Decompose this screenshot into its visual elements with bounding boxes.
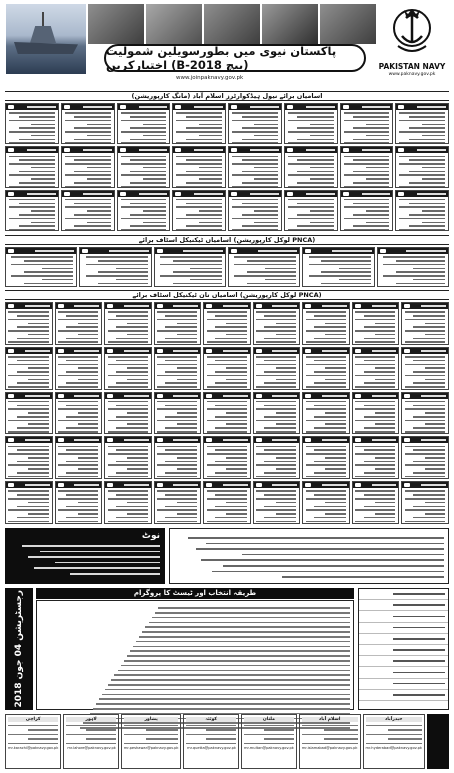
job-number xyxy=(8,483,14,487)
job-title xyxy=(124,305,149,307)
job-number xyxy=(206,438,212,442)
job-number xyxy=(175,192,181,196)
job-title xyxy=(25,395,50,397)
job-card xyxy=(5,347,53,390)
job-title xyxy=(322,350,347,352)
job-number xyxy=(256,438,262,442)
job-card xyxy=(55,436,103,479)
job-number xyxy=(58,349,64,353)
job-card xyxy=(352,481,400,524)
website-link[interactable]: www.joinpaknavy.gov.pk xyxy=(176,75,244,81)
job-card xyxy=(302,481,350,524)
job-card xyxy=(302,247,374,287)
job-title xyxy=(250,106,279,108)
job-number xyxy=(404,349,410,353)
job-title xyxy=(362,106,391,108)
job-card xyxy=(154,481,202,524)
job-title xyxy=(362,193,391,195)
job-title xyxy=(421,305,446,307)
instructions-box xyxy=(169,528,449,584)
job-number xyxy=(107,304,113,308)
job-number xyxy=(107,394,113,398)
job-number xyxy=(355,349,361,353)
job-title xyxy=(272,305,297,307)
center-name: پشاور xyxy=(124,717,179,722)
job-number xyxy=(206,349,212,353)
notice-box xyxy=(5,528,165,584)
job-number xyxy=(287,192,293,196)
job-card xyxy=(203,436,251,479)
center-email[interactable]: mr.peshawar@paknavy.gov.pk xyxy=(123,745,179,750)
job-number xyxy=(355,394,361,398)
job-card xyxy=(340,103,394,144)
procedure-title: طریقہ انتخاب اور ٹیسٹ کا پروگرام xyxy=(36,588,354,599)
job-title xyxy=(322,439,347,441)
job-title xyxy=(25,439,50,441)
warship-photo xyxy=(6,4,86,74)
job-card xyxy=(154,436,202,479)
center-card xyxy=(63,714,119,769)
job-title xyxy=(417,149,446,151)
job-title xyxy=(173,484,198,486)
job-number xyxy=(287,105,293,109)
job-card xyxy=(203,481,251,524)
job-card xyxy=(117,103,171,144)
job-card xyxy=(395,146,449,187)
job-card xyxy=(253,392,301,435)
job-number xyxy=(355,483,361,487)
job-title xyxy=(223,439,248,441)
job-number xyxy=(64,105,70,109)
job-title xyxy=(74,484,99,486)
job-number xyxy=(256,483,262,487)
navy-crest-icon xyxy=(384,6,440,58)
job-card xyxy=(401,436,449,479)
job-number xyxy=(58,304,64,308)
job-title xyxy=(139,106,168,108)
job-number xyxy=(305,438,311,442)
job-card xyxy=(154,247,226,287)
job-number xyxy=(305,394,311,398)
job-title xyxy=(183,250,223,252)
job-card xyxy=(401,302,449,345)
job-number xyxy=(58,438,64,442)
job-number xyxy=(305,249,311,253)
job-card xyxy=(395,190,449,231)
procedure-box xyxy=(36,600,354,710)
job-title xyxy=(322,484,347,486)
step-row xyxy=(359,634,448,645)
job-title xyxy=(83,193,112,195)
job-number xyxy=(404,304,410,308)
center-card xyxy=(183,714,239,769)
job-title xyxy=(417,193,446,195)
job-number xyxy=(305,304,311,308)
job-number xyxy=(8,394,14,398)
job-card xyxy=(61,146,115,187)
job-card xyxy=(228,247,300,287)
job-title xyxy=(322,395,347,397)
job-card xyxy=(302,392,350,435)
job-title xyxy=(173,395,198,397)
job-card xyxy=(55,392,103,435)
job-card xyxy=(172,190,226,231)
job-card xyxy=(55,347,103,390)
job-card xyxy=(5,146,59,187)
job-title xyxy=(223,350,248,352)
staff-photo-strip xyxy=(88,4,376,44)
job-card xyxy=(203,302,251,345)
job-number xyxy=(343,192,349,196)
job-card xyxy=(228,190,282,231)
step-row xyxy=(359,656,448,667)
job-number xyxy=(157,394,163,398)
job-card xyxy=(401,347,449,390)
job-card xyxy=(172,103,226,144)
job-number xyxy=(404,483,410,487)
center-card xyxy=(5,714,61,769)
job-number xyxy=(157,483,163,487)
job-card xyxy=(253,436,301,479)
job-title xyxy=(124,350,149,352)
job-card xyxy=(154,302,202,345)
job-title xyxy=(223,395,248,397)
job-card xyxy=(5,302,53,345)
job-title xyxy=(109,250,149,252)
job-title xyxy=(74,395,99,397)
job-title xyxy=(421,350,446,352)
job-number xyxy=(157,249,163,253)
job-number xyxy=(157,438,163,442)
center-email[interactable]: mr.lahore@paknavy.gov.pk xyxy=(67,745,116,750)
job-title xyxy=(83,149,112,151)
job-number xyxy=(398,148,404,152)
job-number xyxy=(64,192,70,196)
job-card xyxy=(228,103,282,144)
job-title xyxy=(25,484,50,486)
center-email[interactable]: mr.islamabad@paknavy.gov.pk xyxy=(301,745,358,750)
job-card xyxy=(253,481,301,524)
job-title xyxy=(406,250,446,252)
job-card xyxy=(5,247,77,287)
step-row xyxy=(359,623,448,634)
job-title xyxy=(25,350,50,352)
job-card xyxy=(284,103,338,144)
job-title xyxy=(306,193,335,195)
job-title xyxy=(421,439,446,441)
job-number xyxy=(8,192,14,196)
job-card xyxy=(352,392,400,435)
job-number xyxy=(8,304,14,308)
center-name: کوئٹہ xyxy=(186,717,236,722)
job-number xyxy=(305,349,311,353)
job-number xyxy=(8,249,14,253)
center-name: ملتان xyxy=(244,717,294,722)
job-number xyxy=(120,105,126,109)
center-email[interactable]: mr.multan@paknavy.gov.pk xyxy=(244,745,294,750)
job-card xyxy=(5,103,59,144)
job-number xyxy=(231,105,237,109)
job-title xyxy=(194,193,223,195)
job-card xyxy=(284,190,338,231)
center-card xyxy=(363,714,425,769)
job-number xyxy=(64,148,70,152)
center-email[interactable]: mr.hyderabad@paknavy.gov.pk xyxy=(365,745,422,750)
staff-photo xyxy=(88,4,144,44)
job-title xyxy=(258,250,298,252)
job-title xyxy=(74,305,99,307)
job-title xyxy=(421,484,446,486)
job-number xyxy=(58,394,64,398)
job-title xyxy=(421,395,446,397)
job-title xyxy=(223,484,248,486)
job-number xyxy=(305,483,311,487)
steps-column xyxy=(358,588,449,710)
job-card xyxy=(284,146,338,187)
job-title xyxy=(173,350,198,352)
staff-photo xyxy=(320,4,376,44)
job-title xyxy=(372,350,397,352)
job-card xyxy=(5,190,59,231)
job-title xyxy=(27,106,56,108)
job-number xyxy=(8,438,14,442)
job-number xyxy=(157,304,163,308)
job-card xyxy=(302,436,350,479)
job-title xyxy=(250,193,279,195)
recruitment-banner: پاکستان نیوی میں بطورسویلین شمولیت اختیارکریں (B-2018 بیچ) xyxy=(104,44,366,72)
center-name: حیدرآباد xyxy=(366,717,422,722)
center-email[interactable]: mr.quetta@paknavy.gov.pk xyxy=(187,745,237,750)
job-card xyxy=(154,392,202,435)
job-card xyxy=(5,481,53,524)
job-number xyxy=(404,394,410,398)
job-number xyxy=(231,148,237,152)
job-title xyxy=(194,149,223,151)
step-row xyxy=(359,679,448,690)
job-title xyxy=(173,305,198,307)
job-title xyxy=(173,439,198,441)
job-number xyxy=(256,304,262,308)
job-number xyxy=(287,148,293,152)
jobs-grid xyxy=(5,247,449,287)
notice-title: نوٹ xyxy=(141,531,160,541)
step-row xyxy=(359,667,448,678)
registration-stamp: رجسٹریشن 04 جون 2018 xyxy=(5,588,33,710)
job-title xyxy=(272,439,297,441)
job-number xyxy=(8,148,14,152)
section-title: اسامیاں ٹیکنیکل اسٹاف برائے (لوکل کارپوریشن PNCA) xyxy=(5,235,449,245)
job-number xyxy=(107,438,113,442)
job-title xyxy=(74,350,99,352)
step-row xyxy=(359,690,448,701)
job-number xyxy=(120,192,126,196)
job-title xyxy=(25,305,50,307)
org-name: PAKISTAN NAVY xyxy=(378,62,446,71)
job-number xyxy=(343,105,349,109)
staff-photo xyxy=(262,4,318,44)
job-title xyxy=(27,193,56,195)
jobs-grid xyxy=(5,103,449,231)
step-row xyxy=(359,611,448,622)
job-title xyxy=(372,439,397,441)
job-number xyxy=(175,105,181,109)
job-title xyxy=(417,106,446,108)
job-title xyxy=(372,305,397,307)
job-card xyxy=(302,347,350,390)
center-name: کراچی xyxy=(8,717,58,722)
job-title xyxy=(250,149,279,151)
recruitment-centers xyxy=(5,714,425,769)
job-card xyxy=(55,481,103,524)
job-title xyxy=(332,250,372,252)
step-row xyxy=(359,645,448,656)
step-row xyxy=(359,589,448,600)
staff-photo xyxy=(204,4,260,44)
job-number xyxy=(82,249,88,253)
job-title xyxy=(35,250,75,252)
center-card xyxy=(241,714,297,769)
job-number xyxy=(107,349,113,353)
job-card xyxy=(352,302,400,345)
job-number xyxy=(157,349,163,353)
job-title xyxy=(372,484,397,486)
center-card xyxy=(121,714,182,769)
center-name: اسلام آباد xyxy=(302,717,358,722)
job-card xyxy=(340,190,394,231)
jobs-grid xyxy=(5,302,449,524)
job-number xyxy=(398,192,404,196)
job-title xyxy=(272,395,297,397)
job-title xyxy=(124,439,149,441)
side-emblem xyxy=(427,714,449,769)
job-title xyxy=(194,106,223,108)
job-card xyxy=(253,347,301,390)
center-email[interactable]: mr.karachi@paknavy.gov.pk xyxy=(8,745,59,750)
job-card xyxy=(352,436,400,479)
job-card xyxy=(340,146,394,187)
job-title xyxy=(74,439,99,441)
job-card xyxy=(377,247,449,287)
job-card xyxy=(61,103,115,144)
job-card xyxy=(61,190,115,231)
job-number xyxy=(231,249,237,253)
job-card xyxy=(5,392,53,435)
job-title xyxy=(272,484,297,486)
job-number xyxy=(355,438,361,442)
job-title xyxy=(124,395,149,397)
job-title xyxy=(139,149,168,151)
job-number xyxy=(343,148,349,152)
job-card xyxy=(104,392,152,435)
job-title xyxy=(322,305,347,307)
job-number xyxy=(206,483,212,487)
job-title xyxy=(306,149,335,151)
job-number xyxy=(8,349,14,353)
job-card xyxy=(104,481,152,524)
job-card xyxy=(79,247,151,287)
job-card xyxy=(104,302,152,345)
job-card xyxy=(5,436,53,479)
job-card xyxy=(203,392,251,435)
job-number xyxy=(380,249,386,253)
job-title xyxy=(83,106,112,108)
job-number xyxy=(58,483,64,487)
job-title xyxy=(27,149,56,151)
job-title xyxy=(139,193,168,195)
job-card xyxy=(104,436,152,479)
section-title: اسامیاں نان ٹیکنیکل اسٹاف برائے (لوکل کارپوریشن PNCA) xyxy=(5,290,449,300)
job-title xyxy=(372,395,397,397)
job-card xyxy=(172,146,226,187)
job-card xyxy=(228,146,282,187)
job-card xyxy=(104,347,152,390)
job-card xyxy=(117,190,171,231)
job-number xyxy=(206,394,212,398)
job-card xyxy=(401,392,449,435)
job-title xyxy=(306,106,335,108)
job-number xyxy=(107,483,113,487)
job-number xyxy=(404,438,410,442)
center-name: لاہور xyxy=(66,717,116,722)
center-card xyxy=(299,714,361,769)
step-row xyxy=(359,600,448,611)
job-number xyxy=(256,349,262,353)
job-number xyxy=(355,304,361,308)
job-number xyxy=(398,105,404,109)
job-card xyxy=(203,347,251,390)
job-number xyxy=(120,148,126,152)
job-card xyxy=(154,347,202,390)
job-number xyxy=(175,148,181,152)
job-number xyxy=(256,394,262,398)
job-card xyxy=(401,481,449,524)
org-website[interactable]: www.paknavy.gov.pk xyxy=(388,72,436,77)
job-card xyxy=(395,103,449,144)
job-title xyxy=(362,149,391,151)
job-card xyxy=(352,347,400,390)
job-title xyxy=(124,484,149,486)
ad-header xyxy=(0,0,454,88)
job-card xyxy=(253,302,301,345)
job-number xyxy=(206,304,212,308)
job-title xyxy=(223,305,248,307)
job-card xyxy=(117,146,171,187)
job-card xyxy=(55,302,103,345)
section-title: اسامیاں برائے نیول ہیڈکوارٹرز اسلام آباد (مانگ کارپوریشن) xyxy=(5,91,449,101)
staff-photo xyxy=(146,4,202,44)
job-title xyxy=(272,350,297,352)
job-card xyxy=(302,302,350,345)
job-number xyxy=(8,105,14,109)
job-number xyxy=(231,192,237,196)
